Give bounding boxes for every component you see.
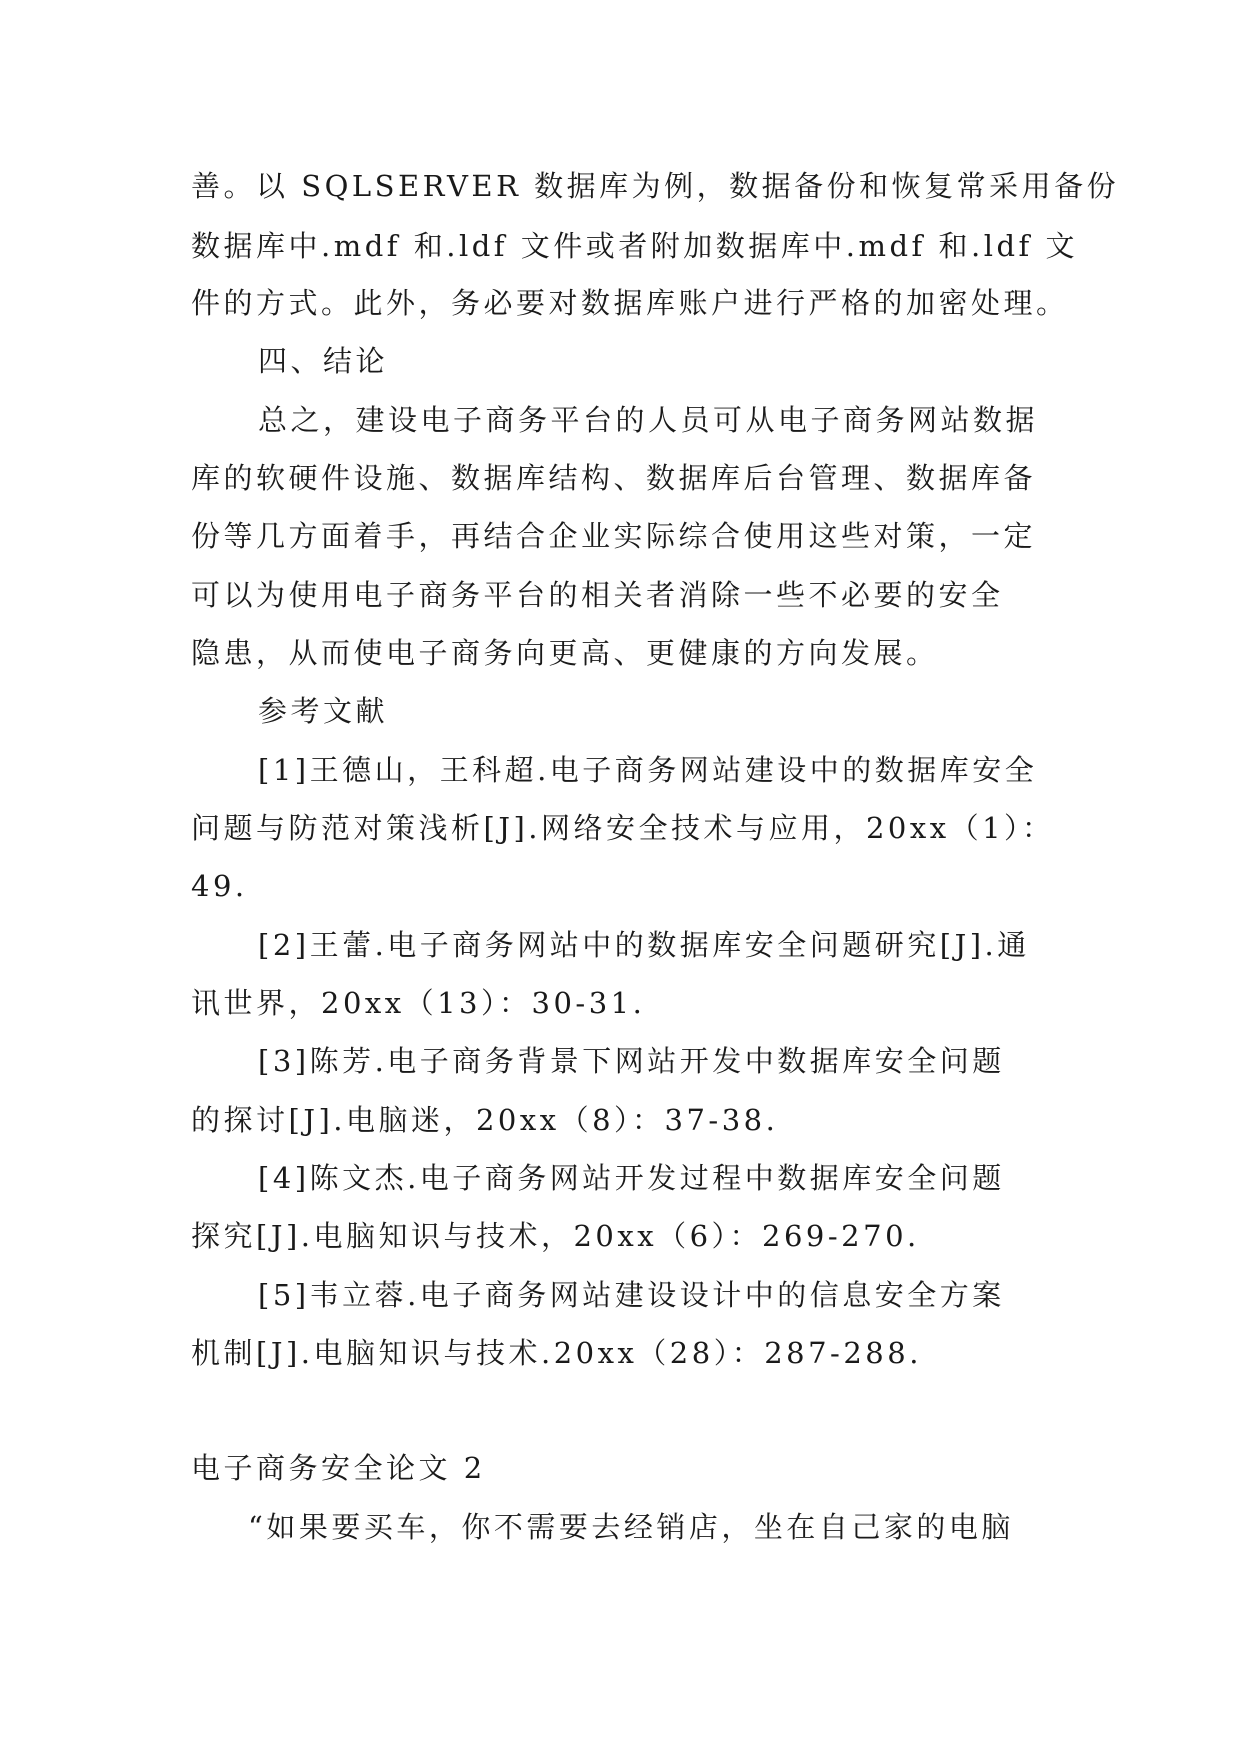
- reference-line: [5]韦立蓉.电子商务网站建设设计中的信息安全方案: [258, 1278, 1005, 1312]
- text-line: 份等几方面着手，再结合企业实际综合使用这些对策，一定: [191, 519, 1037, 553]
- reference-line: 的探讨[J].电脑迷，20xx（8）：37-38.: [191, 1103, 779, 1137]
- reference-line: 探究[J].电脑知识与技术，20xx（6）：269-270.: [191, 1219, 920, 1253]
- reference-line: [3]陈芳.电子商务背景下网站开发中数据库安全问题: [258, 1044, 1005, 1078]
- reference-line: 问题与防范对策浅析[J].网络安全技术与应用，20xx（1）：: [191, 811, 1055, 845]
- reference-line: [2]王蕾.电子商务网站中的数据库安全问题研究[J].通: [258, 928, 1030, 962]
- section-heading: 四、结论: [258, 344, 389, 378]
- reference-line: 49.: [191, 869, 248, 903]
- reference-line: [4]陈文杰.电子商务网站开发过程中数据库安全问题: [258, 1161, 1005, 1195]
- article-title: 电子商务安全论文 2: [191, 1451, 486, 1485]
- text-line: 总之，建设电子商务平台的人员可从电子商务网站数据: [258, 403, 1039, 437]
- reference-line: 讯世界，20xx（13）：30-31.: [191, 986, 646, 1020]
- references-heading: 参考文献: [258, 694, 389, 728]
- reference-line: 机制[J].电脑知识与技术.20xx（28）：287-288.: [191, 1336, 922, 1370]
- reference-line: [1]王德山，王科超.电子商务网站建设中的数据库安全: [258, 753, 1038, 787]
- text-line: 隐患，从而使电子商务向更高、更健康的方向发展。: [191, 636, 939, 670]
- text-line: 库的软硬件设施、数据库结构、数据库后台管理、数据库备: [191, 461, 1037, 495]
- text-line: 数据库中.mdf 和.ldf 文件或者附加数据库中.mdf 和.ldf 文: [191, 229, 1078, 263]
- text-line: 善。以 SQLSERVER 数据库为例，数据备份和恢复常采用备份: [191, 169, 1120, 203]
- text-line: 可以为使用电子商务平台的相关者消除一些不必要的安全: [191, 578, 1004, 612]
- text-line: 件的方式。此外，务必要对数据库账户进行严格的加密处理。: [191, 286, 1069, 320]
- text-line: “如果要买车，你不需要去经销店，坐在自己家的电脑: [248, 1510, 1014, 1544]
